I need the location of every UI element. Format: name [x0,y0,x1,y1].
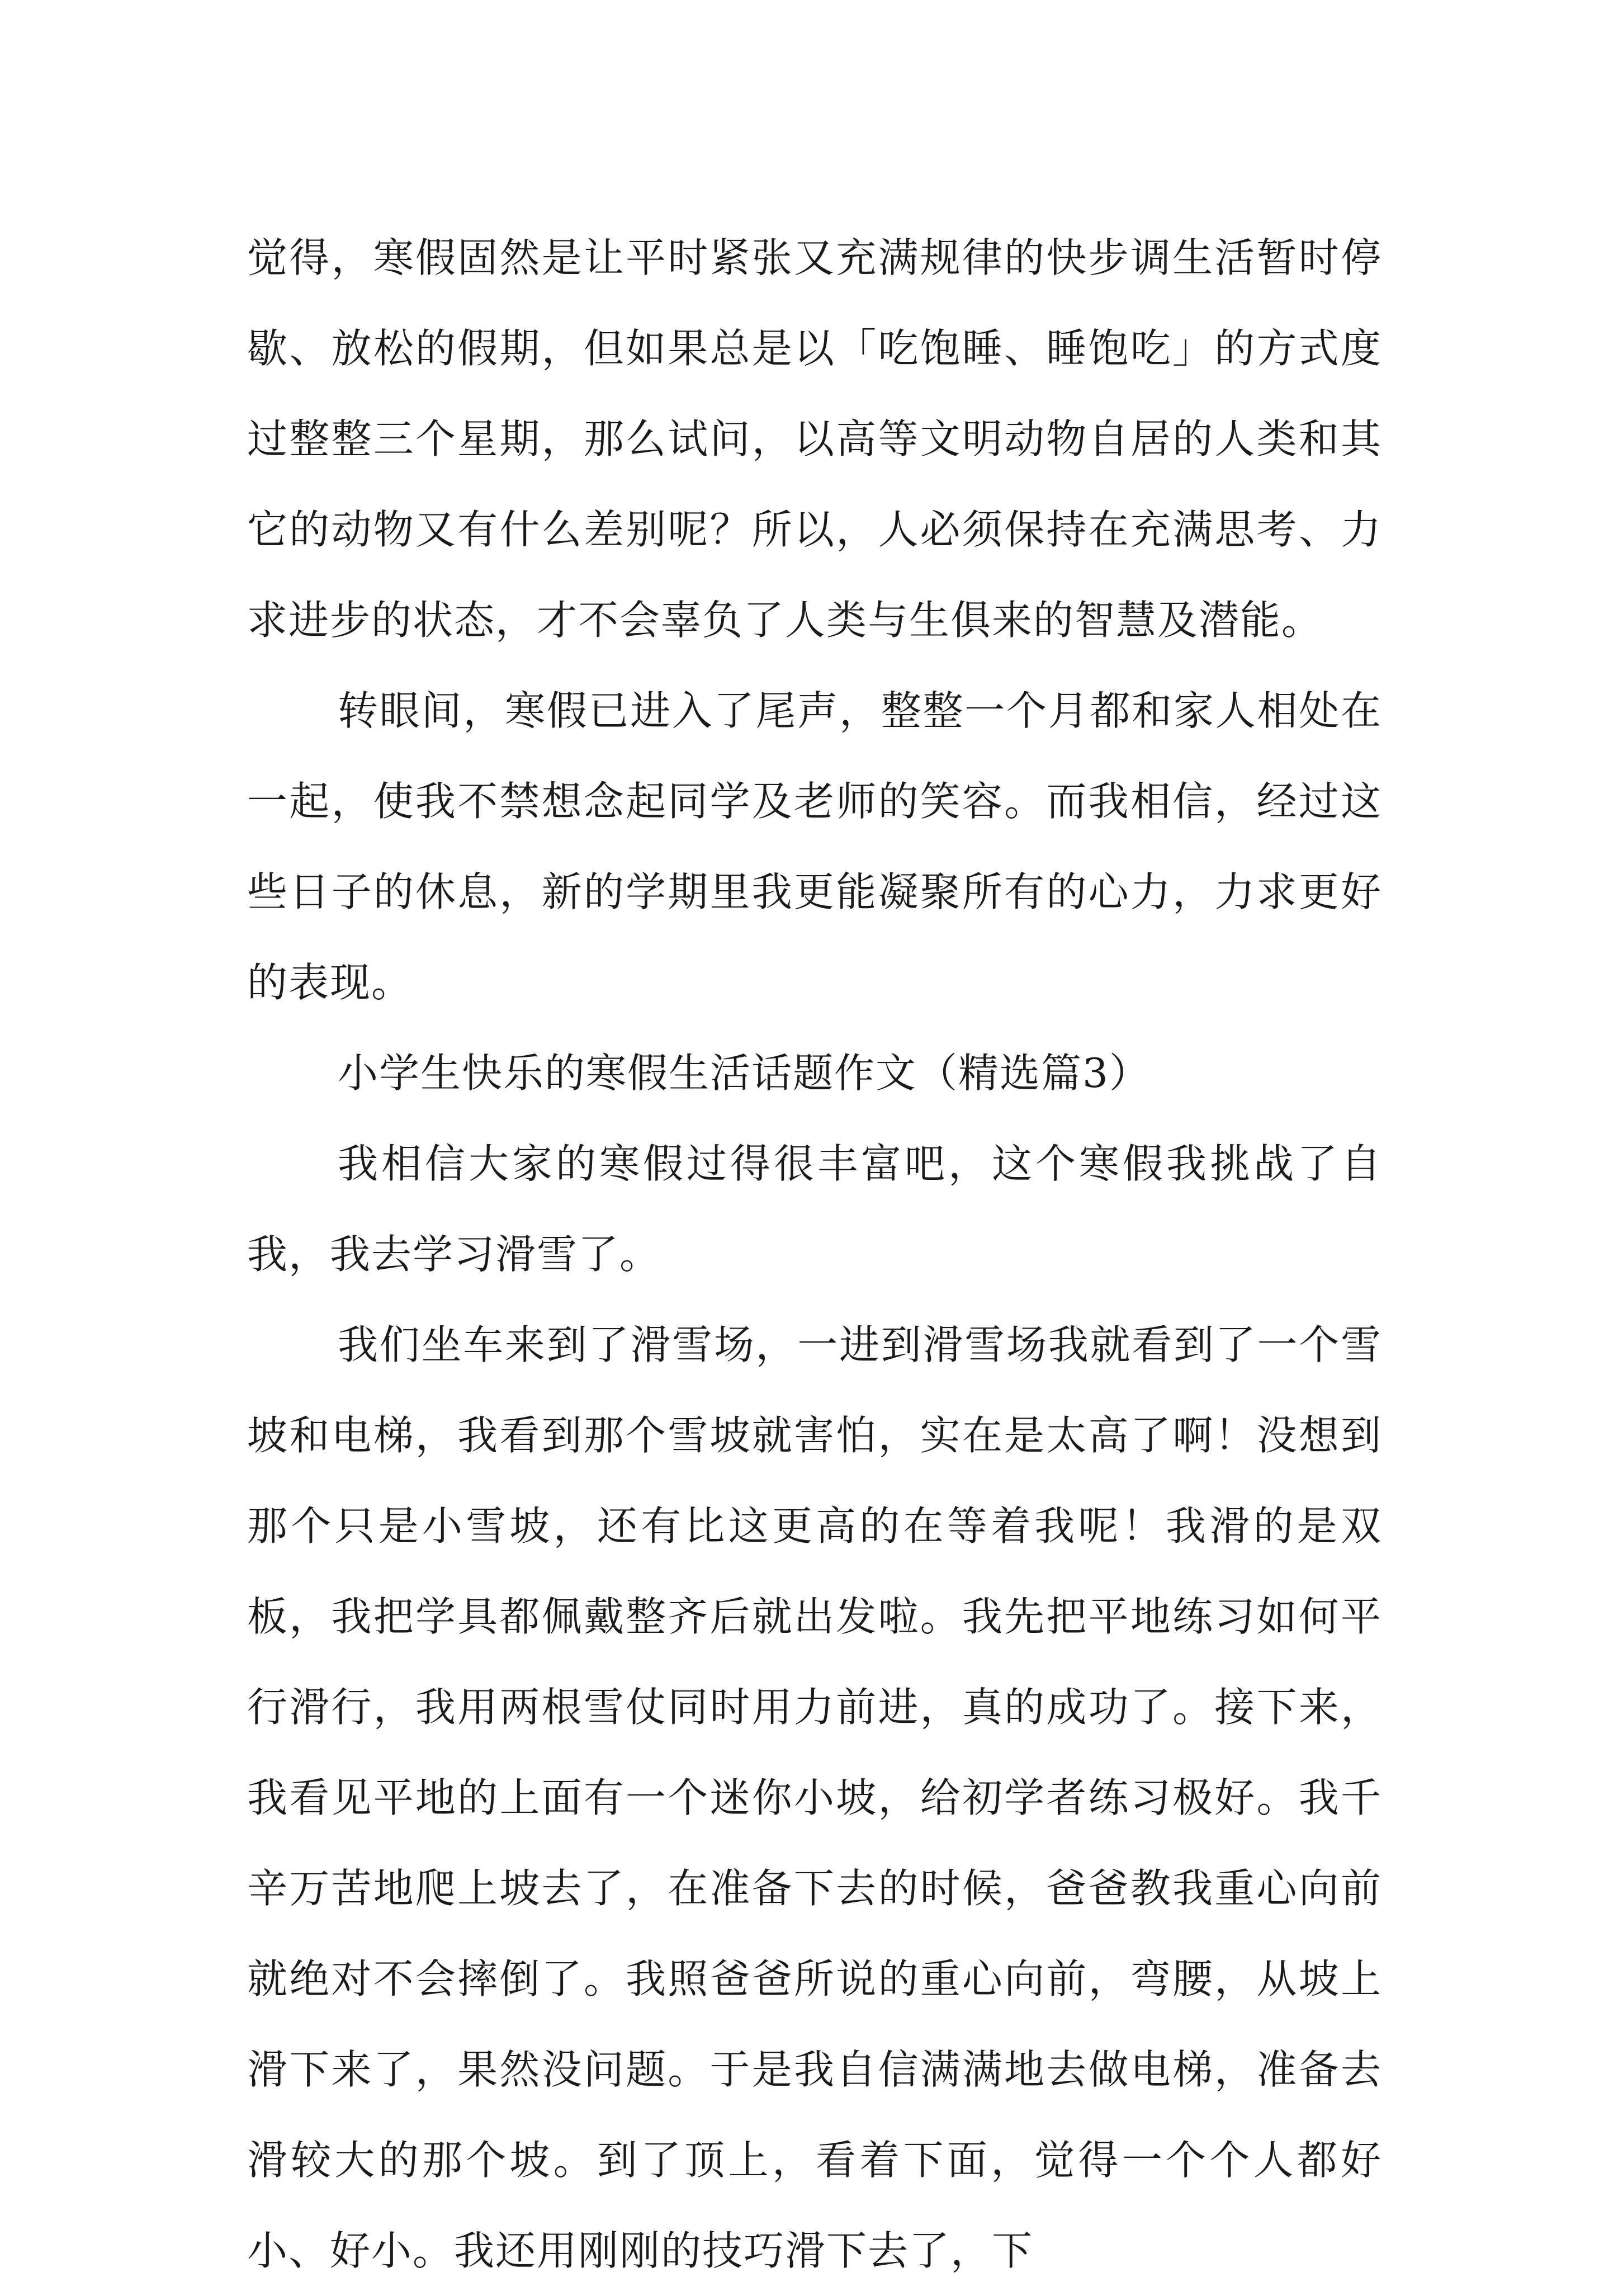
paragraph: 我们坐车来到了滑雪场，一进到滑雪场我就看到了一个雪坡和电梯，我看到那个雪坡就害怕，实在是太高了啊！没想到那个只是小雪坡，还有比这更高的在等着我呢！我滑的是双板，我把学具都佩戴整齐后就出发啦。我先把平地练习如何平行滑行，我用两根雪仗同时用力前进，真的成功了。接下来，我看见平地的上面有一个迷你小坡，给初学者练习极好。我千辛万苦地爬上坡去了，在准备下去的时候，爸爸教我重心向前就绝对不会摔倒了。我照爸爸所说的重心向前，弯腰，从坡上滑下来了，果然没问题。于是我自信满满地去做电梯，准备去滑较大的那个坡。到了顶上，看着下面，觉得一个个人都好小、好小。我还用刚刚的技巧滑下去了，下 [247,1321,1382,2274]
section-heading: 小学生快乐的寒假生活话题作文（精选篇3） [338,1050,1151,1097]
document-body [247,212,1382,2296]
paragraph: 转眼间，寒假已进入了尾声，整整一个月都和家人相处在一起，使我不禁想念起同学及老师的笑容。而我相信，经过这些日子的休息，新的学期里我更能凝聚所有的心力，力求更好的表现。 [247,687,1382,1006]
paragraph: 我相信大家的寒假过得很丰富吧，这个寒假我挑战了自我，我去学习滑雪了。 [247,1140,1382,1278]
paragraph-continued: 觉得，寒假固然是让平时紧张又充满规律的快步调生活暂时停歇、放松的假期，但如果总是以「吃饱睡、睡饱吃」的方式度过整整三个星期，那么试问，以高等文明动物自居的人类和其它的动物又有什么差别呢？所以，人必须保持在充满思考、力求进步的状态，才不会辜负了人类与生俱来的智慧及潜能。 [247,234,1382,644]
